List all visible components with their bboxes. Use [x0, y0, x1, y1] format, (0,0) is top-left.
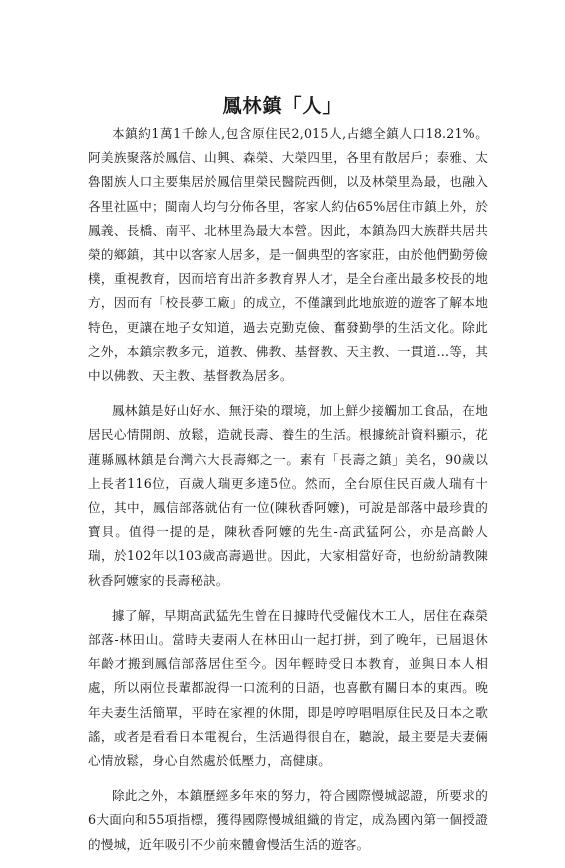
paragraph-population: 本鎮約1萬1千餘人,包含原住民2,015人,占總全鎮人口18.21%。阿美族聚落於鳳信、山興、森榮、大榮四里，各里有散居戶；泰雅、太魯閣族人口主要集居於鳳信里榮民醫院西側，以及林榮里為最，也融入各里社區中；閩南人均勻分佈各里，客家人約佔65%居住市鎮上外，於鳳義、長橋、南平、北林里為最大本營。因此，本鎮為四大族群共居共榮的鄉鎮，其中以客家人居多，是一個典型的客家莊，由於他們勤勞儉樸，重視教育，因而培育出許多教育界人才，是全台產出最多校長的地方，因而有「校長夢工廠」的成立，不僅讓到此地旅遊的遊客了解本地特色，更讓在地子女知道，過去克勤克儉、奮發勤學的生活文化。除此之外，本鎮宗教多元，道教、佛教、基督教、天主教、一貫道…等，其中以佛教、天主教、基督教為居多。	[88, 126, 488, 384]
paragraph-history: 據了解，早期高武猛先生曾在日據時代受僱伐木工人，居住在森榮部落-林田山。當時夫妻兩人在林田山一起打拼，到了晚年，已屆退休年齡才搬到鳳信部落居住至今。因年輕時受日本教育，並與日本人相處，所以兩位長輩都說得一口流利的日語，也喜歡有關日本的東西。晚年夫妻生活簡單，平時在家裡的休閒，即是哼哼唱唱原住民及日本之歌謠，或者是看看日本電視台，生活過得很自在，聽說，最主要是夫妻倆心情放鬆，身心自然處於低壓力，高健康。	[88, 607, 488, 769]
document-body	[88, 122, 488, 868]
paragraph-longevity: 鳳林鎮是好山好水、無汙染的環境，加上鮮少接觸加工食品，在地居民心情開朗、放鬆，造就長壽、養生的生活。根據統計資料顯示，花蓮縣鳳林鎮是台灣六大長壽鄉之一。素有「長壽之鎮」美名，90歲以上長者116位，百歲人瑞更多達5位。然而，全台原住民百歲人瑞有十位，其中，鳳信部落就佔有一位(陳秋香阿嬤)，可說是部落中最珍貴的寶貝。值得一提的是，陳秋香阿嬤的先生-高武猛阿公，亦是高齡人瑞，於102年以103歲高壽過世。因此，大家相當好奇，也紛紛請教陳秋香阿嬤家的長壽秘訣。	[88, 403, 488, 588]
document-title: 鳳林鎮「人」	[222, 95, 343, 117]
paragraph-slow-city: 除此之外，本鎮歷經多年來的努力，符合國際慢城認證，所要求的6大面向和55項指標，獲得國際慢城組織的肯定，成為國內第一個授證的慢城，近年吸引不少前來體會慢活生活的遊客。	[88, 788, 488, 852]
